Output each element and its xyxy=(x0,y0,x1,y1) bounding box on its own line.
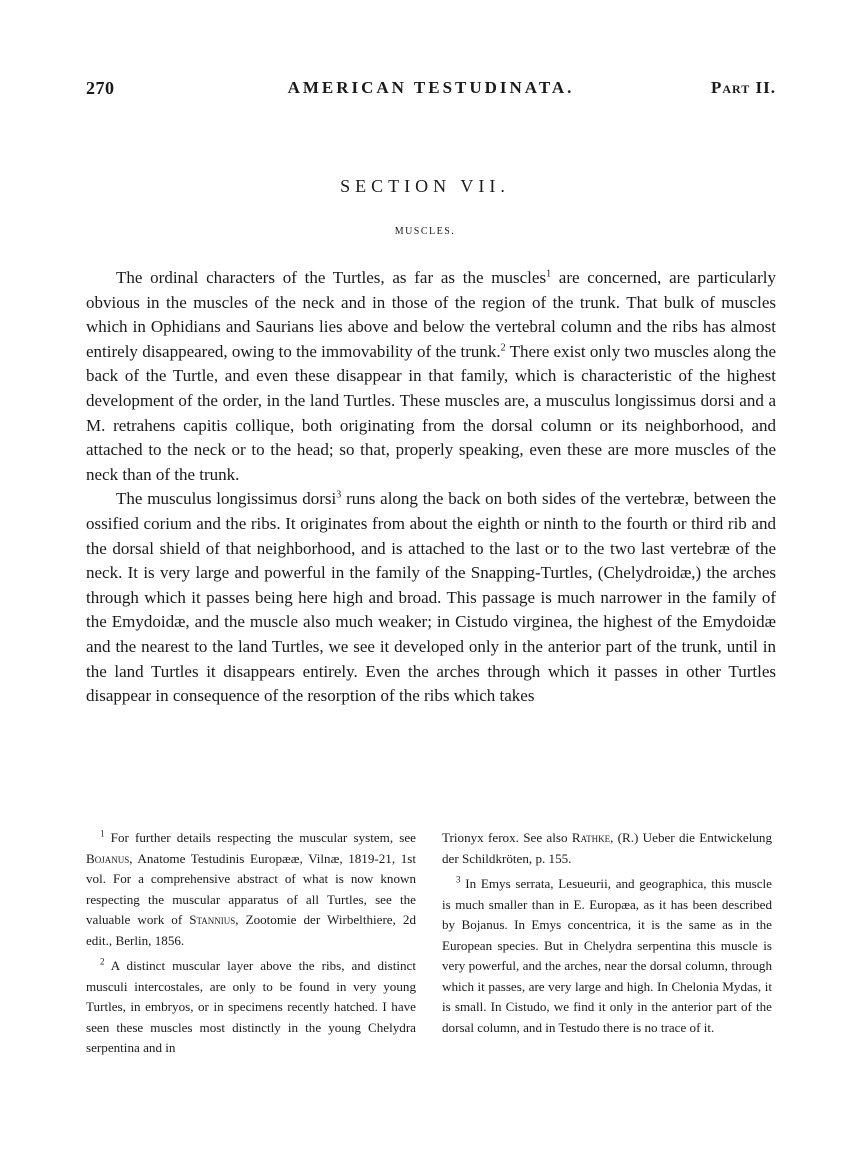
section-title: SECTION VII. xyxy=(340,176,510,196)
footnote-3 xyxy=(442,874,772,1038)
part-label: Part II. xyxy=(710,78,776,97)
footnote-ref: 3 xyxy=(336,489,342,501)
footnote-column-right xyxy=(442,828,772,1043)
text-span: Trionyx ferox. See also xyxy=(442,830,572,845)
footnotes xyxy=(86,828,776,1128)
footnote-number: 3 xyxy=(456,874,461,885)
footnote-1 xyxy=(86,828,416,951)
text-span: There exist only two muscles along the back of the Turtle, and even these disappear in that family, which is characteristic of the highest development of the order, in the land Turtles. These muscles are, a musculus longissimus dorsi and a M. retrahens capitis collique, both originating from the dorsal column or its neighborhood, and attached to the neck or to the head; so that, properly speaking, even these are more muscles of the neck than of the trunk. xyxy=(86,341,776,484)
footnote-ref: 1 xyxy=(546,268,552,280)
text-span: In Emys serrata, Lesueurii, and geographica, this muscle is much smaller than in E. Europæa, as it has been described by Bojanus. In Emys concentrica, it is the same as in the European species. But in Chelydra serpentina this muscle is very powerful, and the arches, near the dorsal column, through which it passes, are very large and high. In Chelonia Mydas, it is small. In Cistudo, we find it only in the anterior part of the dorsal column, and in Testudo there is no trace of it. xyxy=(442,876,772,1035)
paragraph-2 xyxy=(86,487,776,708)
footnote-column-left xyxy=(86,828,416,1064)
section-subtitle: MUSCLES. xyxy=(394,226,456,237)
footnote-2 xyxy=(86,956,416,1059)
footnote-number: 1 xyxy=(100,828,105,839)
running-title: AMERICAN TESTUDINATA. xyxy=(287,78,575,97)
running-header xyxy=(86,78,776,102)
text-span: are concerned, are particularly obvious in the muscles of the neck and in those of the region of the trunk. That bulk of muscles which in Ophidians and Saurians lies above and below the vertebral column and the ribs has almost entirely disappeared, owing to the immovability of the trunk. xyxy=(86,268,776,361)
paragraph-1 xyxy=(86,266,776,487)
page-number: 270 xyxy=(86,78,115,98)
author-name: Rathke xyxy=(571,830,611,845)
text-span: runs along the back on both sides of the vertebræ, between the ossified corium and the ribs. It originates from about the eighth or ninth to the fourth or third rib and the dorsal shield of that neighborhood, and is attached to the last or to the two last vertebræ of the neck. It is very large and powerful in the family of the Snapping-Turtles, (Chelydroidæ,) the arches through which it passes being here high and broad. This passage is much narrower in the family of the Emydoidæ, and the muscle also much weaker; in Cistudo virginea, the highest of the Emydoidæ and the nearest to the land Turtles, we see it developed only in the anterior part of the trunk, until in the land Turtles it disappears entirely. Even the arches through which it passes in other Turtles disappear in consequence of the resorption of the ribs which takes xyxy=(86,489,776,706)
footnote-2-continued xyxy=(442,828,772,869)
text-span: The musculus longissimus dorsi xyxy=(116,489,337,509)
text-span: A distinct muscular layer above the ribs, and distinct musculi intercostales, are only to be found in very young Turtles, in embryos, or in specimens recently hatched. I have seen these muscles most distinctly in the young Chelydra serpentina and in xyxy=(86,958,416,1055)
text-span: , (R.) Ueber die Entwickelung der Schildkröten, p. 155. xyxy=(442,830,772,866)
author-name: Stannius xyxy=(189,912,236,927)
text-span: , Zootomie der Wirbelthiere, 2d edit., Berlin, 1856. xyxy=(86,912,416,948)
footnote-number: 2 xyxy=(100,956,105,967)
text-span: , Anatome Testudinis Europææ, Vilnæ, 1819-21, 1st vol. For a comprehensive abstract of what is now known respecting the muscular apparatus of all Turtles, see the valuable work of xyxy=(86,850,416,927)
body-text xyxy=(86,266,776,709)
footnote-ref: 2 xyxy=(500,342,506,354)
author-name: Bojanus xyxy=(86,850,130,866)
text-span: The ordinal characters of the Turtles, as far as the muscles xyxy=(116,268,547,287)
text-span: For further details respecting the muscular system, see xyxy=(104,830,416,845)
